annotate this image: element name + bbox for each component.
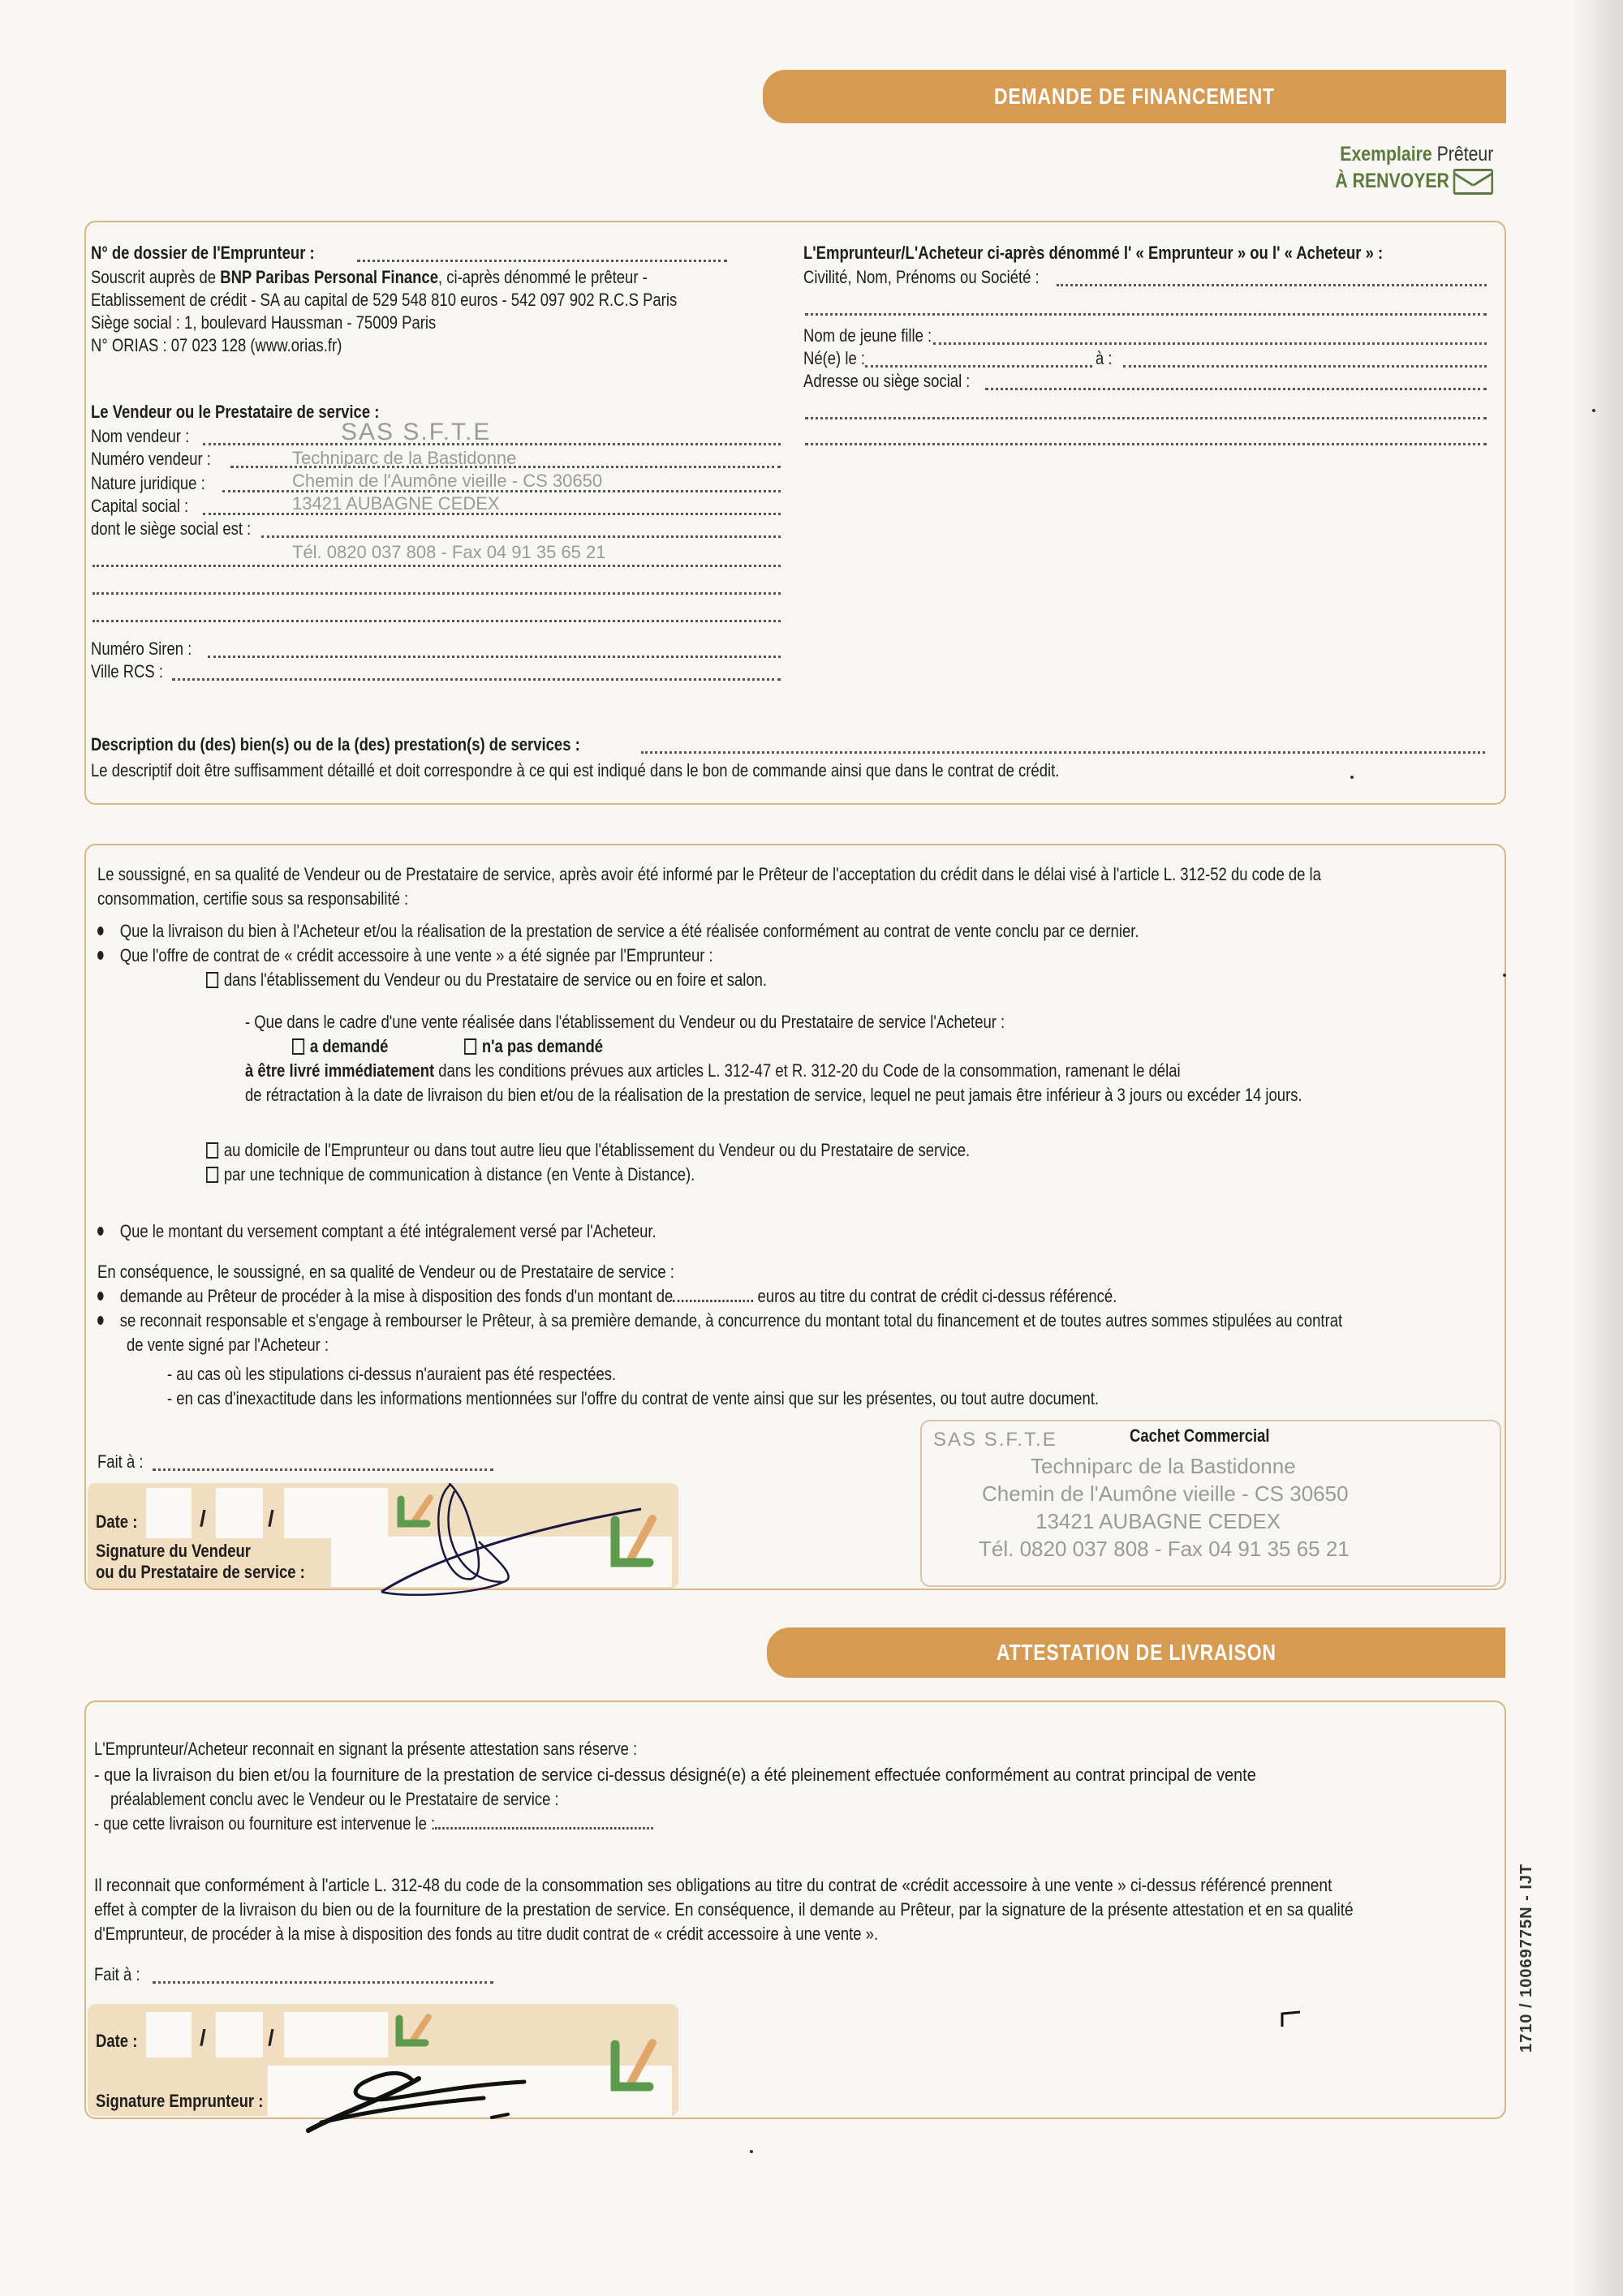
nom-jeune-fille-label: Nom de jeune fille : (803, 325, 932, 346)
lender-line-2: Etablissement de crédit - SA au capital de 529 548 810 euros - 542 097 902 R.C.S Paris (91, 290, 678, 310)
title-banner (763, 70, 1506, 123)
checkbox-na-pas-demande[interactable] (464, 1038, 476, 1055)
checkmark-l-icon (393, 2012, 435, 2053)
stamp-line-1: Techniparc de la Bastidonne (292, 448, 517, 468)
lieu-naissance-field[interactable] (1123, 365, 1487, 368)
siege-social-field-2[interactable] (93, 565, 781, 567)
civilite-field-2[interactable] (805, 313, 1487, 316)
bullet-icon (97, 927, 104, 935)
bullet-icon (97, 1227, 104, 1236)
attestation-para-2: effet à compter de la livraison du bien ou de la fourniture de la prestation de service. En conséquence, il demande au Prêteur, par la signature de la présente attestation et en sa qualité (94, 1899, 1354, 1920)
checkbox-distance[interactable] (206, 1167, 218, 1183)
ne-le-label: Né(e) le : (803, 348, 866, 368)
description-field[interactable] (641, 751, 1485, 754)
attestation-date-label: Date : (96, 2031, 138, 2051)
stamp-company: SAS S.F.T.E (341, 419, 492, 445)
option-domicile[interactable]: au domicile de l'Emprunteur ou dans tout autre lieu que l'établissement du Vendeur ou du Prestataire de service. (206, 1139, 970, 1162)
checkmark-l-icon (607, 2035, 659, 2096)
montant-field[interactable] (673, 1285, 753, 1302)
siege-social-field[interactable] (261, 535, 781, 538)
demande-fonds-text: demande au Prêteur de procéder à la mise à disposition des fonds d'un montant de euros au titre du contrat de crédit ci-dessus référencé. (97, 1285, 1117, 1308)
vendor-signature (373, 1477, 665, 1598)
certification-intro-1: Le soussigné, en sa qualité de Vendeur ou de Prestataire de service, après avoir été informé par le Prêteur de l'acceptation du crédit dans le délai visé à l'article L. 312-52 du code de la (97, 864, 1321, 884)
date-month-field[interactable] (216, 1488, 263, 1538)
attestation-item-1b: préalablement conclu avec le Vendeur ou le Prestataire de service : (110, 1789, 559, 1809)
stamp-line-2: Chemin de l'Aumône vieille - CS 30650 (292, 471, 603, 491)
siege-social-field-4[interactable] (93, 620, 781, 622)
stamp-line-4: Tél. 0820 037 808 - Fax 04 91 35 65 21 (292, 542, 606, 562)
adresse-label: Adresse ou siège social : (803, 371, 971, 391)
date-day-field[interactable] (146, 1488, 192, 1538)
date-label: Date : (96, 1511, 138, 1532)
borrower-heading: L'Emprunteur/L'Acheteur ci-après dénommé l' « Emprunteur » ou l' « Acheteur » : (803, 243, 1384, 263)
livre-immediatement-text: à être livré immédiatement dans les conditions prévues aux articles L. 312-47 et R. 312-20 du Code de la consommation, ramenant le délai (245, 1060, 1181, 1081)
attestation-fait-a-label: Fait à : (94, 1964, 140, 1984)
date-separator: / (200, 1506, 206, 1531)
attestation-title: ATTESTATION DE LIVRAISON (996, 1640, 1276, 1665)
dossier-label: N° de dossier de l'Emprunteur : (91, 243, 315, 263)
exemplaire-label: Exemplaire (1339, 143, 1432, 166)
signature-vendeur-label-2: ou du Prestataire de service : (96, 1562, 305, 1582)
nom-vendeur-label: Nom vendeur : (91, 426, 190, 446)
lieu-naissance-label: à : (1096, 348, 1113, 368)
attestation-date-year-field[interactable] (284, 2012, 388, 2057)
certification-bullet-2: Que l'offre de contrat de « crédit accessoire à une vente » a été signée par l'Emprunteur : (97, 944, 713, 967)
cachet-stamp-line-2: Chemin de l'Aumône vieille - CS 30650 (982, 1481, 1349, 1506)
stamp-line-3: 13421 AUBAGNE CEDEX (292, 493, 500, 514)
cachet-stamp-line-4: Tél. 0820 037 808 - Fax 04 91 35 65 21 (979, 1537, 1350, 1561)
fait-a-label: Fait à : (97, 1451, 144, 1472)
page-title: DEMANDE DE FINANCEMENT (994, 84, 1275, 109)
cachet-stamp-line-1: Techniparc de la Bastidonne (1031, 1454, 1296, 1478)
scan-speck (1592, 409, 1595, 412)
scan-speck (1503, 974, 1506, 977)
date-year-field[interactable] (284, 1488, 388, 1538)
nom-jeune-fille-field[interactable] (933, 342, 1487, 345)
bullet-icon (97, 951, 104, 960)
scan-speck (750, 2150, 753, 2153)
bullet-icon (97, 1292, 104, 1301)
option-a-demande[interactable]: a demandé (292, 1035, 388, 1058)
siren-label: Numéro Siren : (91, 638, 192, 659)
fait-a-field[interactable] (153, 1468, 493, 1471)
option-etablissement[interactable]: dans l'établissement du Vendeur ou du Prestataire de service ou en foire et salon. (206, 969, 767, 991)
certification-intro-2: consommation, certifie sous sa responsabilité : (97, 888, 409, 909)
nom-vendeur-field[interactable] (203, 443, 781, 445)
attestation-banner (767, 1627, 1505, 1678)
certification-bullet-3: Que le montant du versement comptant a été intégralement versé par l'Acheteur. (97, 1220, 657, 1243)
adresse-field-3[interactable] (805, 443, 1487, 445)
cachet-stamp-company: SAS S.F.T.E (933, 1429, 1057, 1451)
date-separator: / (268, 2025, 274, 2050)
sub-intro: - Que dans le cadre d'une vente réalisée dans l'établissement du Vendeur ou du Prestataire de service l'Acheteur : (245, 1012, 1005, 1032)
attestation-para-1: Il reconnait que conformément à l'article L. 312-48 du code de la consommation ses obligations au titre du contrat de «crédit accessoire à une vente » ci-dessus référencé prennent (94, 1875, 1332, 1895)
copy-indicator (1307, 141, 1493, 195)
checkbox-a-demande[interactable] (292, 1038, 304, 1055)
date-separator: / (268, 1506, 274, 1531)
siege-social-field-3[interactable] (93, 592, 781, 595)
attestation-intro: L'Emprunteur/Acheteur reconnait en signant la présente attestation sans réserve : (94, 1739, 638, 1759)
pen-mark (1279, 2009, 1303, 2030)
description-note: Le descriptif doit être suffisamment détaillé et doit correspondre à ce qui est indiqué dans le bon de commande ainsi que dans le contrat de crédit. (91, 760, 1060, 780)
attestation-date-month-field[interactable] (216, 2012, 263, 2057)
consequence-text: En conséquence, le soussigné, en sa qualité de Vendeur ou de Prestataire de service : (97, 1262, 674, 1282)
dossier-field[interactable] (357, 260, 727, 262)
certification-bullet-1: Que la livraison du bien à l'Acheteur et/ou la réalisation de la prestation de service a été réalisée conformément au contrat de vente conclu par ce dernier. (97, 920, 1139, 943)
cachet-label: Cachet Commercial (1130, 1425, 1270, 1446)
capital-social-label: Capital social : (91, 496, 189, 516)
siege-social-label: dont le siège social est : (91, 518, 252, 539)
lender-line-1: Souscrit auprès de BNP Paribas Personal Finance, ci-après dénommé le prêteur - (91, 267, 648, 287)
adresse-field-2[interactable] (805, 417, 1487, 419)
siren-field[interactable] (208, 656, 781, 658)
borrower-signature (305, 2066, 532, 2139)
rcs-label: Ville RCS : (91, 661, 164, 681)
attestation-date-day-field[interactable] (146, 2012, 192, 2057)
page-edge-shadow (1574, 0, 1623, 2296)
date-separator: / (200, 2025, 206, 2050)
checkbox-domicile[interactable] (206, 1142, 218, 1159)
lender-line-3: Siège social : 1, boulevard Haussman - 75009 Paris (91, 312, 437, 333)
description-label: Description du (des) bien(s) ou de la (des) prestation(s) de services : (91, 734, 580, 755)
adresse-field[interactable] (985, 388, 1487, 390)
rcs-field[interactable] (172, 678, 781, 681)
option-na-pas-demande[interactable]: n'a pas demandé (464, 1035, 603, 1058)
civilite-field[interactable] (1057, 284, 1487, 286)
lender-line-4: N° ORIAS : 07 023 128 (www.orias.fr) (91, 335, 342, 355)
civilite-label: Civilité, Nom, Prénoms ou Société : (803, 267, 1040, 287)
cas-1: - au cas où les stipulations ci-dessus n'auraient pas été respectées. (167, 1364, 617, 1384)
nature-juridique-label: Nature juridique : (91, 473, 205, 493)
attestation-para-3: d'Emprunteur, de procéder à la mise à disposition des fonds au titre dudit contrat de « crédit accessoire à une vente ». (94, 1924, 879, 1944)
retractation-text: de rétractation à la date de livraison du bien et/ou de la réalisation de la prestation de service, lequel ne peut jamais être inférieur à 3 jours ou excéder 14 jours. (245, 1085, 1302, 1105)
numero-vendeur-label: Numéro vendeur : (91, 449, 211, 469)
attestation-item-1a: - que la livraison du bien et/ou la fourniture de la prestation de service ci-dessus désigné(e) a été pleinement effectuée conformément au contrat principal de vente (94, 1765, 1256, 1785)
ne-le-field[interactable] (865, 365, 1092, 368)
scan-speck (1350, 776, 1354, 779)
responsable-text-1: se reconnait responsable et s'engage à rembourser le Prêteur, à sa première demande, à concurrence du montant total du financement et de toutes autres sommes stipulées au contrat (97, 1309, 1342, 1332)
cachet-stamp-line-3: 13421 AUBAGNE CEDEX (1035, 1509, 1281, 1533)
livraison-date-field[interactable] (435, 1812, 653, 1829)
option-distance[interactable]: par une technique de communication à distance (en Vente à Distance). (206, 1163, 695, 1186)
checkbox-etablissement[interactable] (206, 972, 218, 988)
signature-emprunteur-label: Signature Emprunteur : (96, 2091, 264, 2111)
attestation-fait-a-field[interactable] (153, 1981, 493, 1984)
form-code: 1710 / 10069775N - IJT (1518, 1863, 1535, 2053)
attestation-item-2: - que cette livraison ou fourniture est intervenue le : (94, 1812, 653, 1835)
bullet-icon (97, 1316, 104, 1325)
renvoyer-label: À RENVOYER (1335, 170, 1449, 192)
exemplaire-value: Prêteur (1436, 143, 1493, 166)
responsable-text-2: de vente signé par l'Acheteur : (127, 1335, 329, 1355)
cas-2: - en cas d'inexactitude dans les informations mentionnées sur l'offre du contrat de vente ainsi que sur les présentes, ou tout autre document. (167, 1388, 1100, 1408)
envelope-icon (1453, 169, 1493, 195)
vendor-heading: Le Vendeur ou le Prestataire de service : (91, 402, 380, 422)
signature-vendeur-label-1: Signature du Vendeur (96, 1541, 251, 1561)
